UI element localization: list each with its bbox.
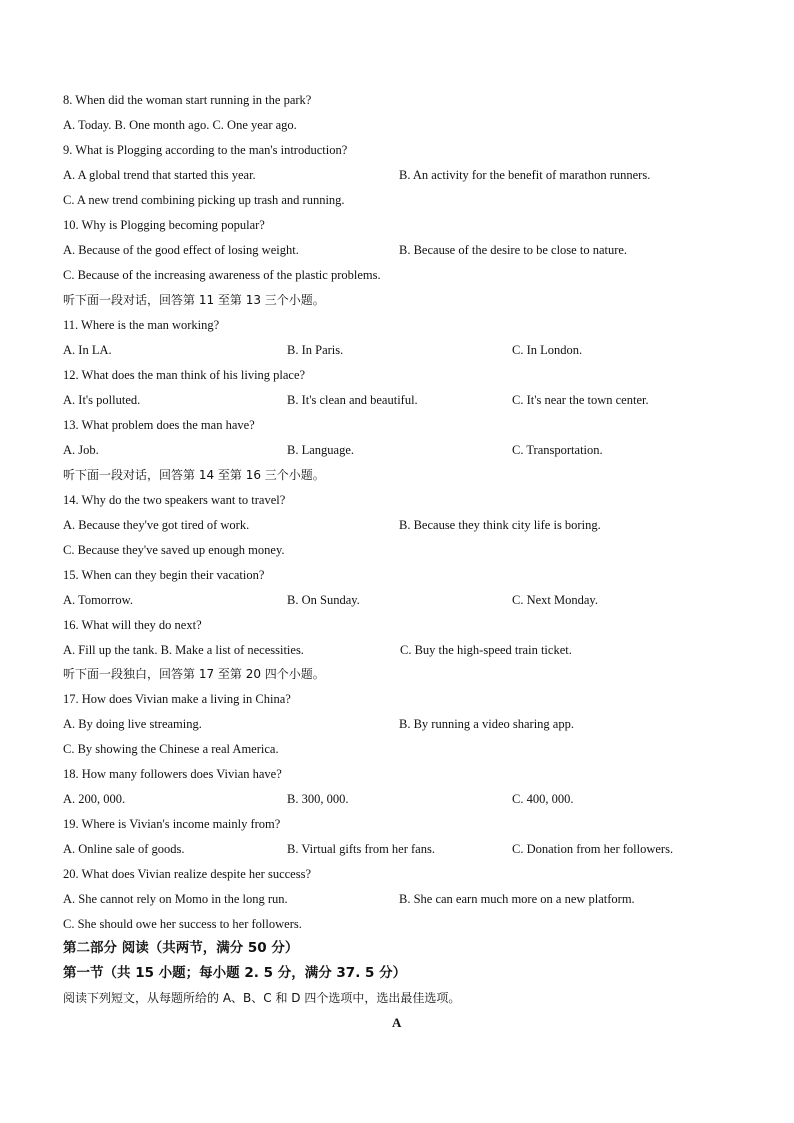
q17-option-b: B. By running a video sharing app. [399,717,574,731]
q19-option-b: B. Virtual gifts from her fans. [287,842,435,856]
q10-option-a: A. Because of the good effect of losing weight. [63,243,299,257]
q15-option-c: C. Next Monday. [512,593,598,607]
q16-stem: 16. What will they do next? [63,618,202,632]
q11-option-c: C. In London. [512,343,583,357]
q9-option-a: A. A global trend that started this year. [63,168,256,182]
q16-option-ab: A. Fill up the tank. B. Make a list of necessities. [63,643,304,657]
q18-option-a: A. 200, 000. [63,792,126,806]
q9-option-c: C. A new trend combining picking up trash and running. [63,193,345,207]
q11-stem: 11. Where is the man working? [63,318,220,332]
q20-option-c: C. She should owe her success to her followers. [63,917,302,931]
q11-option-b: B. In Paris. [287,343,344,357]
q15-option-a: A. Tomorrow. [63,593,133,607]
q11-option-a: A. In LA. [63,343,112,357]
q19-option-a: A. Online sale of goods. [63,842,185,856]
q17-stem: 17. How does Vivian make a living in China? [63,692,291,706]
reading-instruction: 阅读下列短文，从每题所给的 A、B、C 和 D 四个选项中，选出最佳选项。 [63,991,461,1005]
q20-stem: 20. What does Vivian realize despite her success? [63,867,312,881]
q12-option-c: C. It's near the town center. [512,393,649,407]
q14-option-b: B. Because they think city life is boring. [399,518,601,532]
q20-option-a: A. She cannot rely on Momo in the long run. [63,892,288,906]
q10-option-c: C. Because of the increasing awareness of the plastic problems. [63,268,381,282]
instruction-17-20: 听下面一段独白，回答第 17 至第 20 四个小题。 [63,667,325,681]
q13-option-c: C. Transportation. [512,443,603,457]
q15-option-b: B. On Sunday. [287,593,360,607]
q9-stem: 9. What is Plogging according to the man's introduction? [63,143,348,157]
q19-stem: 19. Where is Vivian's income mainly from? [63,817,281,831]
passage-label: A [392,1015,402,1030]
q14-stem: 14. Why do the two speakers want to travel? [63,493,286,507]
q14-option-a: A. Because they've got tired of work. [63,518,250,532]
q12-stem: 12. What does the man think of his living place? [63,368,306,382]
q18-option-b: B. 300, 000. [287,792,349,806]
instruction-14-16: 听下面一段对话，回答第 14 至第 16 三个小题。 [63,468,325,482]
q18-option-c: C. 400, 000. [512,792,574,806]
q17-option-a: A. By doing live streaming. [63,717,202,731]
part2-heading: 第二部分 阅读（共两节，满分 50 分） [63,940,299,956]
q9-option-b: B. An activity for the benefit of marathon runners. [399,168,651,182]
q13-stem: 13. What problem does the man have? [63,418,255,432]
q8-stem: 8. When did the woman start running in the park? [63,93,312,107]
q10-option-b: B. Because of the desire to be close to nature. [399,243,628,257]
q12-option-a: A. It's polluted. [63,393,141,407]
q17-option-c: C. By showing the Chinese a real America. [63,742,279,756]
q12-option-b: B. It's clean and beautiful. [287,393,418,407]
q13-option-b: B. Language. [287,443,354,457]
q13-option-a: A. Job. [63,443,99,457]
q8-options: A. Today. B. One month ago. C. One year ago. [63,118,297,132]
instruction-11-13: 听下面一段对话，回答第 11 至第 13 三个小题。 [63,293,325,307]
section1-heading: 第一节（共 15 小题；每小题 2. 5 分，满分 37. 5 分） [63,965,407,981]
q14-option-c: C. Because they've saved up enough money. [63,543,285,557]
q19-option-c: C. Donation from her followers. [512,842,674,856]
q18-stem: 18. How many followers does Vivian have? [63,767,282,781]
q15-stem: 15. When can they begin their vacation? [63,568,265,582]
q16-option-c: C. Buy the high-speed train ticket. [400,643,572,657]
q20-option-b: B. She can earn much more on a new platform. [399,892,635,906]
q10-stem: 10. Why is Plogging becoming popular? [63,218,265,232]
